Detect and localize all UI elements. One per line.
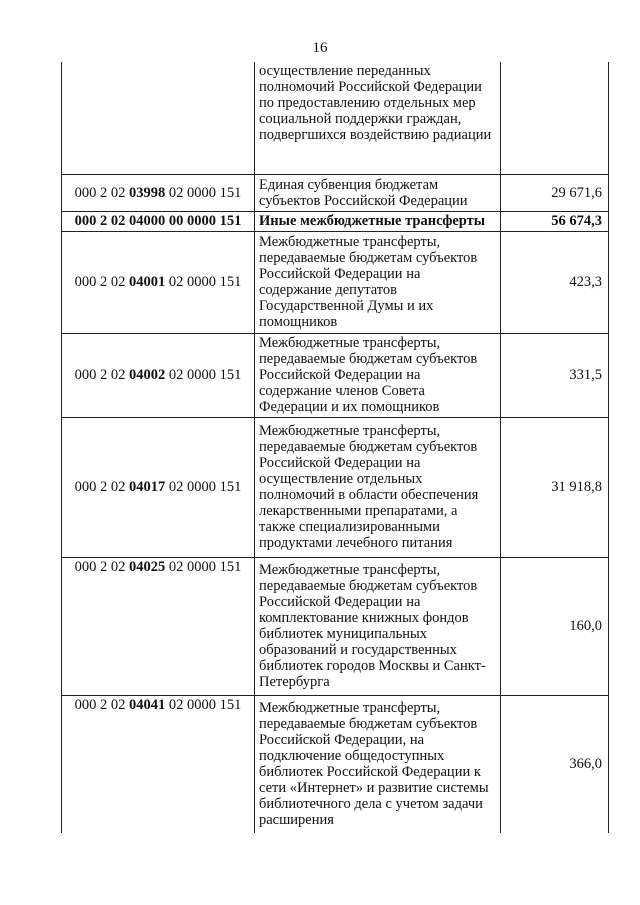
table-row (62, 174, 609, 211)
code-prefix: 000 2 02 (74, 213, 129, 229)
code-prefix: 000 2 02 (74, 184, 129, 201)
code-key: 04001 (129, 274, 166, 290)
table-row (62, 211, 609, 231)
code-cell (62, 62, 255, 174)
amount-cell (501, 62, 609, 174)
code-key: 03998 (129, 184, 166, 201)
amount-cell: 160,0 (501, 557, 609, 695)
table-row (62, 231, 609, 333)
code-cell (62, 557, 255, 695)
amount-cell: 331,5 (501, 333, 609, 417)
code-suffix: 00 0000 151 (165, 213, 242, 229)
table-row (62, 557, 609, 695)
code-suffix: 02 0000 151 (165, 558, 242, 575)
code-cell (62, 417, 255, 557)
code-key: 04041 (129, 696, 166, 713)
code-suffix: 02 0000 151 (165, 367, 242, 383)
code-cell (62, 211, 255, 231)
description-cell: осуществление переданных полномочий Российской Федерации по предоставлению отдельных мер социальной поддержки граждан, подвергшихся воздействию радиации (255, 62, 501, 174)
table-row (62, 62, 609, 174)
code-prefix: 000 2 02 (74, 367, 129, 383)
table-row (62, 695, 609, 833)
code-key: 04017 (129, 479, 166, 495)
amount-cell: 29 671,6 (501, 174, 609, 211)
table-row (62, 417, 609, 557)
code-suffix: 02 0000 151 (165, 479, 242, 495)
budget-revenue-table (61, 62, 609, 833)
description-cell: Межбюджетные трансферты, передаваемые бюджетам субъектов Российской Федерации на осуществление отдельных полномочий в области обеспечения лекарственными препаратами, а также специализированными продуктами лечебного питания (255, 417, 501, 557)
code-prefix: 000 2 02 (74, 479, 129, 495)
code-suffix: 02 0000 151 (165, 184, 242, 201)
description-cell: Межбюджетные трансферты, передаваемые бюджетам субъектов Российской Федерации, на подключение общедоступных библиотек Российской Федерации к сети «Интернет» и развитие системы библиотечного дела с учетом задачи расширения (255, 695, 501, 833)
amount-cell: 366,0 (501, 695, 609, 833)
code-cell (62, 695, 255, 833)
amount-cell: 423,3 (501, 231, 609, 333)
description-cell: Межбюджетные трансферты, передаваемые бюджетам субъектов Российской Федерации на комплектование книжных фондов библиотек муниципальных образований и государственных библиотек городов Москвы и Санкт-Петербурга (255, 557, 501, 695)
description-cell: Межбюджетные трансферты, передаваемые бюджетам субъектов Российской Федерации на содержание депутатов Государственной Думы и их помощников (255, 231, 501, 333)
code-cell (62, 333, 255, 417)
code-cell (62, 174, 255, 211)
code-key: 04025 (129, 558, 166, 575)
amount-cell: 31 918,8 (501, 417, 609, 557)
code-suffix: 02 0000 151 (165, 696, 242, 713)
table-row (62, 333, 609, 417)
code-prefix: 000 2 02 (74, 696, 129, 713)
code-key: 04000 (129, 213, 166, 229)
description-cell: Единая субвенция бюджетам субъектов Российской Федерации (255, 174, 501, 211)
description-cell: Иные межбюджетные трансферты (255, 211, 501, 231)
page-number: 16 (312, 40, 328, 56)
code-cell (62, 231, 255, 333)
description-cell: Межбюджетные трансферты, передаваемые бюджетам субъектов Российской Федерации на содержание членов Совета Федерации и их помощников (255, 333, 501, 417)
code-suffix: 02 0000 151 (165, 274, 242, 290)
code-key: 04002 (129, 367, 166, 383)
code-prefix: 000 2 02 (74, 274, 129, 290)
amount-cell: 56 674,3 (501, 211, 609, 231)
code-prefix: 000 2 02 (74, 558, 129, 575)
